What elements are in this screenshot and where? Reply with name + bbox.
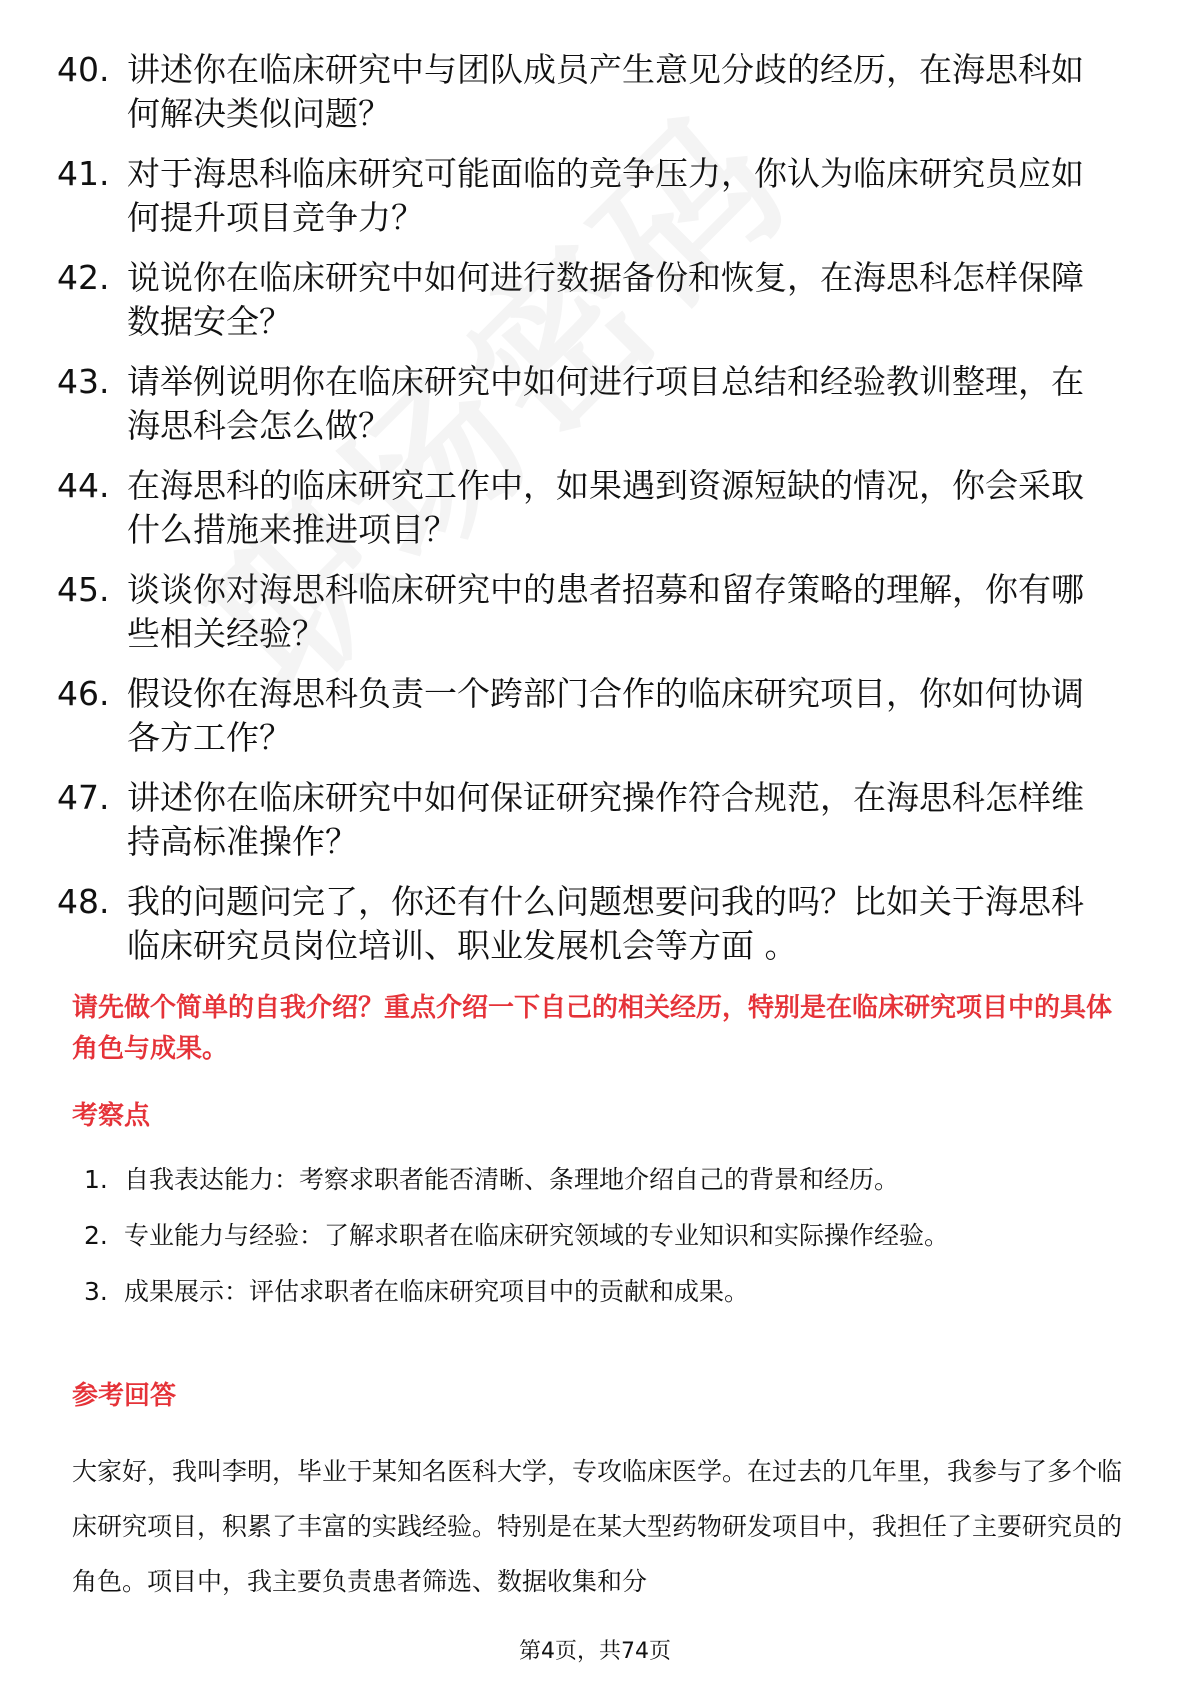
question-text: 讲述你在临床研究中如何保证研究操作符合规范，在海思科怎样维持高标准操作？ (127, 778, 1084, 861)
question-number: 46. (57, 674, 110, 713)
question-item (57, 48, 1137, 136)
question-text: 谈谈你对海思科临床研究中的患者招募和留存策略的理解，你有哪些相关经验？ (127, 570, 1084, 653)
question-number: 40. (57, 50, 110, 89)
point-number: 1. (84, 1165, 108, 1194)
points-list (84, 1162, 1124, 1330)
point-number: 2. (84, 1221, 108, 1250)
page-footer: 第4页，共74页 (519, 1639, 671, 1664)
question-text: 我的问题问完了，你还有什么问题想要问我的吗？比如关于海思科临床研究员岗位培训、职业发展机会等方面 。 (127, 882, 1084, 965)
point-text: 自我表达能力：考察求职者能否清晰、条理地介绍自己的背景和经历。 (124, 1165, 900, 1194)
question-item (57, 776, 1137, 864)
point-item (84, 1274, 1124, 1310)
answer-paragraph: 大家好，我叫李明，毕业于某知名医科大学，专攻临床医学。在过去的几年里，我参与了多个临床研究项目，积累了丰富的实践经验。特别是在某大型药物研发项目中，我担任了主要研究员的角色。项目中，我主要负责患者筛选、数据收集和分 (72, 1457, 1123, 1596)
point-item (84, 1218, 1124, 1254)
question-item (57, 880, 1137, 968)
question-text: 假设你在海思科负责一个跨部门合作的临床研究项目，你如何协调各方工作？ (127, 674, 1084, 757)
question-number: 42. (57, 258, 110, 297)
question-item (57, 256, 1137, 344)
question-number: 47. (57, 778, 110, 817)
question-item (57, 360, 1137, 448)
highlight-question: 请先做个简单的自我介绍？重点介绍一下自己的相关经历，特别是在临床研究项目中的具体角色与成果。 (72, 993, 1113, 1064)
question-item (57, 152, 1137, 240)
question-number: 41. (57, 154, 110, 193)
question-list (57, 48, 1137, 984)
question-number: 45. (57, 570, 110, 609)
question-number: 43. (57, 362, 110, 401)
question-number: 48. (57, 882, 110, 921)
question-item (57, 568, 1137, 656)
point-item (84, 1162, 1124, 1198)
question-text: 请举例说明你在临床研究中如何进行项目总结和经验教训整理，在海思科会怎么做？ (127, 362, 1084, 445)
point-number: 3. (84, 1277, 108, 1306)
question-item (57, 464, 1137, 552)
section-title-points: 考察点 (72, 1101, 151, 1131)
question-text: 对于海思科临床研究可能面临的竞争压力，你认为临床研究员应如何提升项目竞争力？ (127, 154, 1084, 237)
question-number: 44. (57, 466, 110, 505)
section-title-answer: 参考回答 (72, 1381, 177, 1411)
point-text: 专业能力与经验：了解求职者在临床研究领域的专业知识和实际操作经验。 (124, 1221, 950, 1250)
question-text: 讲述你在临床研究中与团队成员产生意见分歧的经历，在海思科如何解决类似问题？ (127, 50, 1084, 133)
question-text: 在海思科的临床研究工作中，如果遇到资源短缺的情况，你会采取什么措施来推进项目？ (127, 466, 1084, 549)
point-text: 成果展示：评估求职者在临床研究项目中的贡献和成果。 (124, 1277, 750, 1306)
question-item (57, 672, 1137, 760)
question-text: 说说你在临床研究中如何进行数据备份和恢复，在海思科怎样保障数据安全？ (127, 258, 1084, 341)
